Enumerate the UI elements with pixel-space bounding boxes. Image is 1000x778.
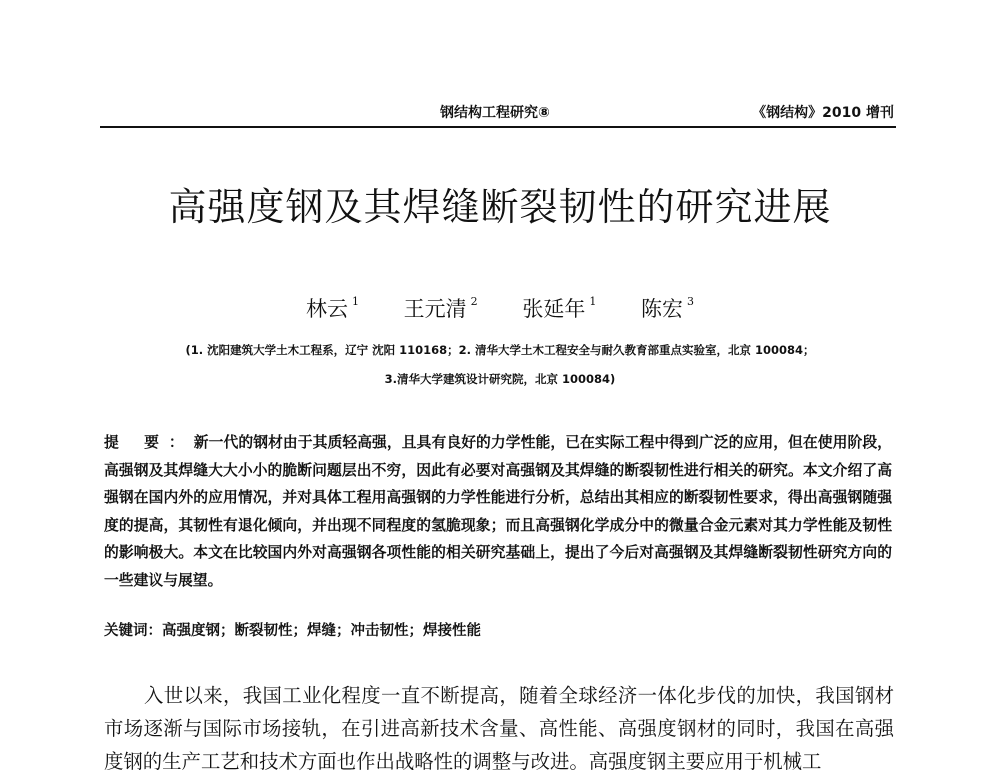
affiliation-line-1: (1. 沈阳建筑大学土木工程系，辽宁 沈阳 110168；2. 清华大学土木工程安全与耐久教育部重点实验室，北京 100084； [185,343,815,357]
author [641,288,694,323]
keywords-label: 关键词： [104,623,162,639]
author-affil-mark: 2 [470,295,478,308]
body-paragraph: 入世以来，我国工业化程度一直不断提高，随着全球经济一体化步伐的加快，我国钢材市场逐渐与国际市场接轨，在引进高新技术含量、高性能、高强度钢材的同时，我国在高强度钢的生产工艺和技术方面也作出战略性的调整与改进。高强度钢主要应用于机械工 [104,684,894,773]
header-rule [100,126,896,128]
author-list [0,288,1000,323]
abstract [104,429,892,594]
author [404,288,478,323]
paper-title: 高强度钢及其焊缝断裂韧性的研究进展 [168,185,832,229]
author-name: 张延年 [522,297,586,321]
author [306,288,359,323]
running-header [100,103,896,125]
author-name: 王元清 [403,297,467,321]
abstract-label: 提 要： [104,434,194,451]
author-affil-mark: 1 [351,295,359,308]
author-affil-mark: 1 [589,295,597,308]
abstract-text: 新一代的钢材由于其质轻高强，且具有良好的力学性能，已在实际工程中得到广泛的应用，但在使用阶段，高强钢及其焊缝大大小小的脆断问题层出不穷，因此有必要对高强钢及其焊缝的断裂韧性进行相关的研究。本文介绍了高强钢在国内外的应用情况，并对具体工程用高强钢的力学性能进行分析，总结出其相应的断裂韧性要求，得出高强钢随强度的提高，其韧性有退化倾向，并出现不同程度的氢脆现象；而且高强钢化学成分中的微量合金元素对其力学性能及韧性的影响极大。本文在比较国内外对高强钢各项性能的相关研究基础上，提出了今后对高强钢及其焊缝断裂韧性研究方向的一些建议与展望。 [104,434,892,589]
affiliation-line-2: 3.清华大学建筑设计研究院，北京 100084) [384,372,616,386]
keywords [104,620,892,642]
author [522,288,596,323]
journal-name: 《钢结构》2010 增刊 [752,105,894,121]
author-affil-mark: 3 [687,295,695,308]
author-name: 陈宏 [641,297,684,321]
author-name: 林云 [305,297,348,321]
keywords-text: 高强度钢；断裂韧性；焊缝；冲击韧性；焊接性能 [162,623,481,639]
series-title: 钢结构工程研究⑧ [440,105,550,121]
